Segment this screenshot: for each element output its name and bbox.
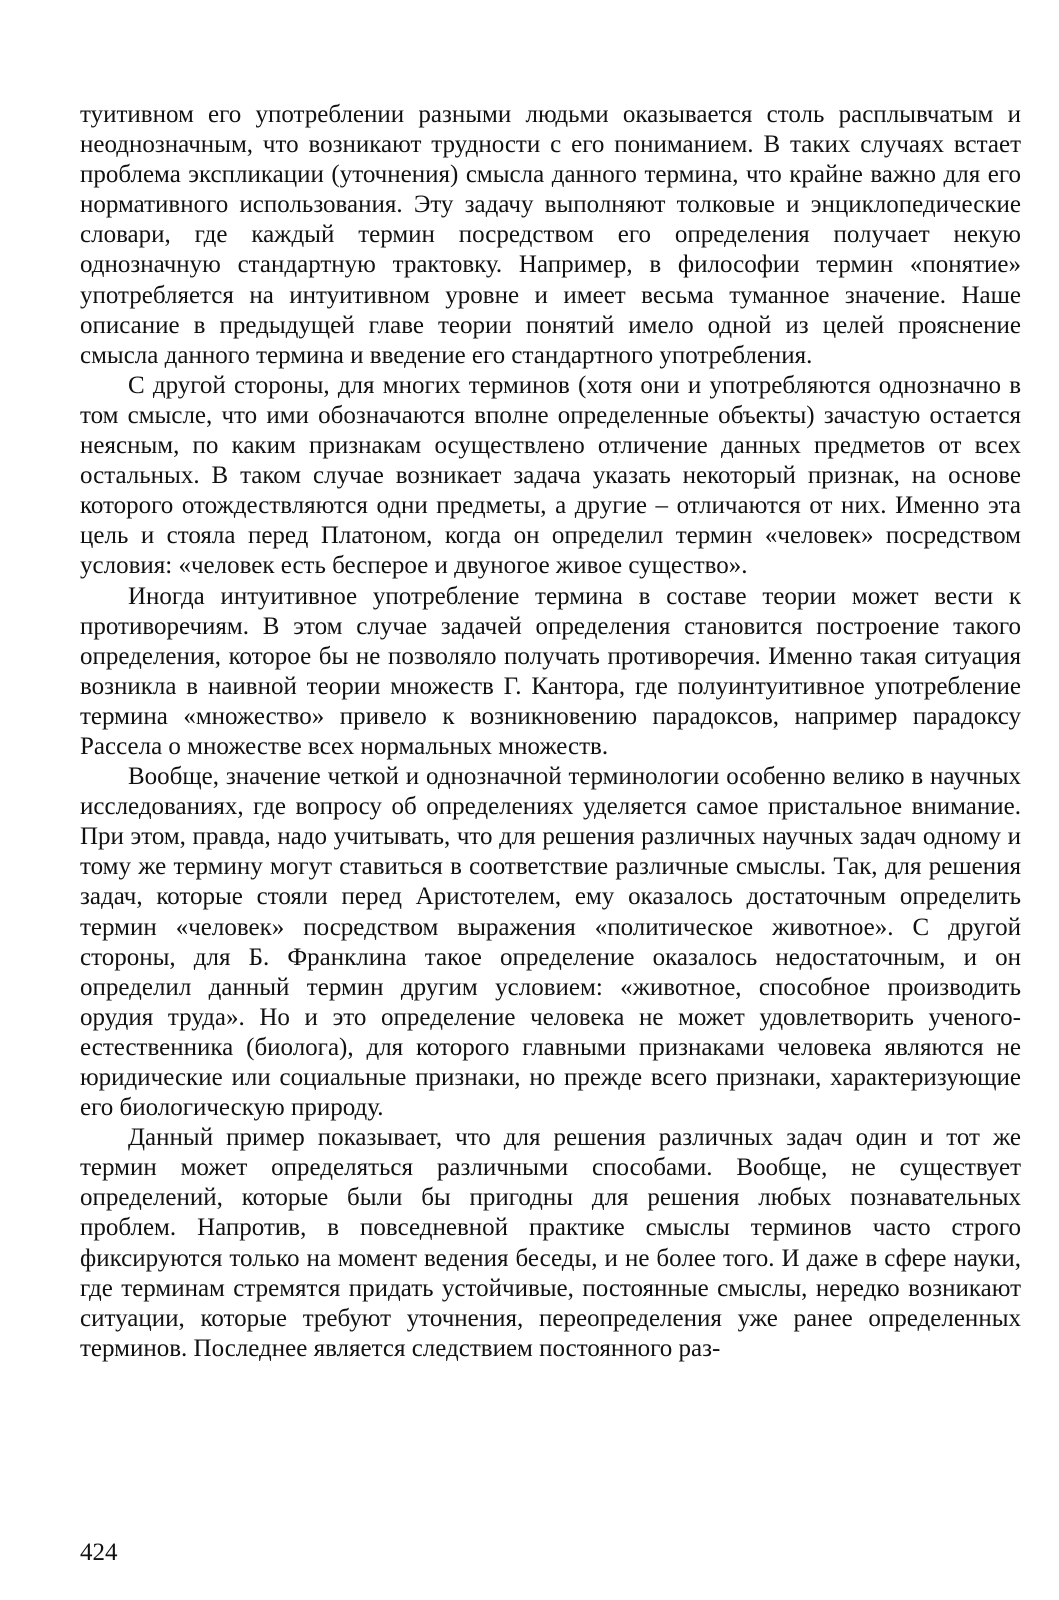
paragraph: Вообще, значение четкой и однозначной терминологии особенно велико в научных исследованиях, где вопросу об определениях уделяется самое пристальное внимание. При этом, правда, надо учитывать, что для решения различных научных задач одному и тому же термину могут ставиться в соответствие различные смыслы. Так, для решения задач, которые стояли перед Аристотелем, ему оказалось достаточным определить термин «человек» посредством выражения «политическое животное». С другой стороны, для Б. Франклина такое определение оказалось недостаточным, и он определил данный термин другим условием: «животное, способное производить орудия труда». Но и это определение человека не может удовлетворить ученого-естественника (биолога), для которого главными признаками человека являются не юридические или социальные признаки, но прежде всего признаки, характеризующие его биологическую природу. [80, 763, 1021, 1122]
paragraph-continuation: туитивном его употреблении разными людьми оказывается столь расплывчатым и неоднозначным, что возникают трудности с его пониманием. В таких случаях встает проблема экспликации (уточнения) смысла данного термина, что крайне важно для его нормативного использования. Эту задачу выполняют толковые и энциклопедические словари, где каждый термин посредством его определения получает некую однозначную стандартную трактовку. Например, в философии термин «понятие» употребляется на интуитивном уровне и имеет весьма туманное значение. Наше описание в предыдущей главе теории понятий имело одной из целей прояснение смысла данного термина и введение его стандартного употребления. [80, 101, 1021, 369]
page-body [80, 100, 1021, 1364]
paragraph: Данный пример показывает, что для решения различных задач один и тот же термин может определяться различными способами. Вообще, не существует определений, которые были бы пригодны для решения любых познавательных проблем. Напротив, в повседневной практике смыслы терминов часто строго фиксируются только на момент ведения беседы, и не более того. И даже в сфере науки, где терминам стремятся придать устойчивые, постоянные смыслы, нередко возникают ситуации, которые требуют уточнения, переопределения уже ранее определенных терминов. Последнее является следствием постоянного раз- [80, 1124, 1021, 1362]
paragraph: С другой стороны, для многих терминов (хотя они и употребляются однозначно в том смысле, что ими обозначаются вполне определенные объекты) зачастую остается неясным, по каким признакам осуществлено отличение данных предметов от всех остальных. В таком случае возникает задача указать некоторый признак, на основе которого отождествляются одни предметы, а другие – отличаются от них. Именно эта цель и стояла перед Платоном, когда он определил термин «человек» посредством условия: «человек есть бесперое и двуногое живое существо». [80, 371, 1021, 580]
page-number: 424 [80, 1539, 118, 1566]
paragraph: Иногда интуитивное употребление термина в составе теории может вести к противоречиям. В этом случае задачей определения становится построение такого определения, которое бы не позволяло получать противоречия. Именно такая ситуация возникла в наивной теории множеств Г. Кантора, где полуинтуитивное употребление термина «множество» привело к возникновению парадоксов, например парадоксу Рассела о множестве всех нормальных множеств. [80, 582, 1021, 760]
